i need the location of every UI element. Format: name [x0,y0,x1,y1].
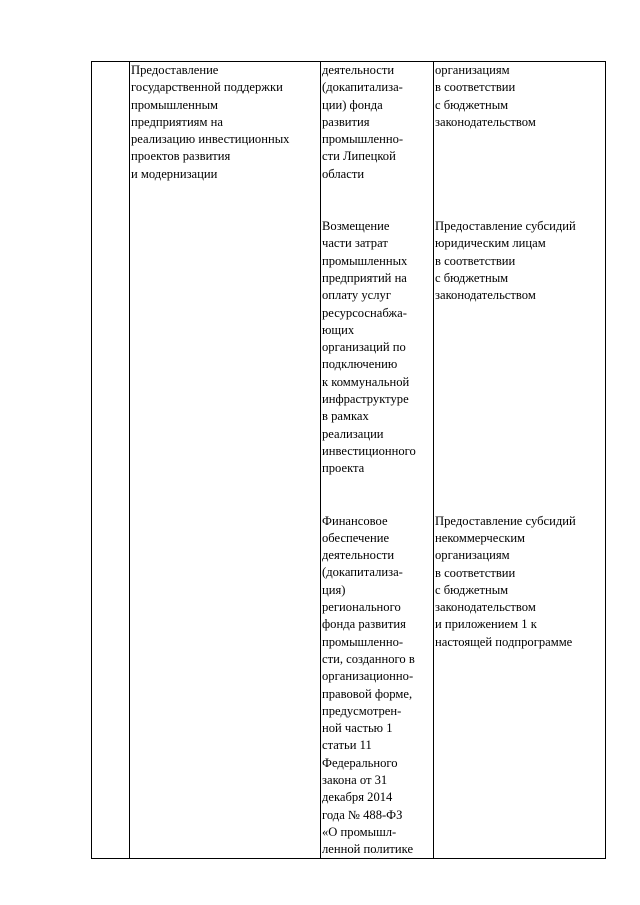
task-line: промышленным [131,97,219,112]
measure-line: развития [322,114,370,129]
support-line: законодательством [435,600,536,615]
measure-line: ной частью 1 [322,721,393,736]
measures-table [91,61,606,859]
measure-line: подключению [322,357,398,372]
support-line: в соответствии [435,565,516,580]
measure-item [322,62,433,183]
measure-line: сти Липецкой [322,149,396,164]
spacer [322,478,433,513]
table-row [92,62,606,859]
task-line: проектов развития [131,149,231,164]
support-line: с бюджетным [435,97,509,112]
measure-line: деятельности [322,548,395,563]
measure-line: (докапитализа- [322,80,403,95]
support-line: организациям [435,548,510,563]
task-cell [130,62,321,859]
measure-line: фонда развития [322,617,406,632]
measure-line: ющих [322,322,355,337]
support-form-item [435,513,605,651]
measure-item [322,218,433,477]
measure-line: инвестиционного [322,443,416,458]
measure-line: части затрат [322,236,388,251]
measure-line: ция) [322,582,346,597]
row-number-cell [92,62,130,859]
measure-line: предприятий на [322,270,407,285]
measure-line: закона от 31 [322,772,388,787]
measure-line: Федерального [322,755,398,770]
support-line: в соответствии [435,253,516,268]
measure-line: Финансовое [322,513,388,528]
support-line: юридическим лицам [435,236,546,251]
support-line: в соответствии [435,80,516,95]
measure-line: ресурсоснабжа- [322,305,407,320]
support-form-item [435,218,605,304]
measure-line: «О промышл- [322,824,397,839]
measure-line: регионального [322,600,401,615]
measure-line: ленной политике [322,842,414,857]
task-line: и модернизации [131,166,218,181]
task-line: Предоставление [131,63,219,77]
support-line: с бюджетным [435,271,509,286]
support-line: некоммерческим [435,530,526,545]
support-line: законодательством [435,114,536,129]
measure-line: правовой форме, [322,686,413,701]
task-text [131,62,320,183]
measure-line: области [322,166,365,181]
measure-line: организационно- [322,669,414,684]
measure-line: к коммунальной [322,374,410,389]
measure-line: декабря 2014 [322,790,393,805]
support-line: Предоставление субсидий [435,219,576,234]
support-line: настоящей подпрограмме [435,634,573,649]
task-line: реализацию инвестиционных [131,132,290,147]
support-line: законодательством [435,288,536,303]
measure-line: оплату услуг [322,288,392,303]
support-form-item [435,62,605,131]
measure-line: обеспечение [322,530,390,545]
support-line: организациям [435,63,510,77]
support-line: и приложением 1 к [435,617,537,632]
measure-line: организаций по [322,340,406,355]
measure-line: в рамках [322,409,369,424]
measures-cell [321,62,434,859]
measure-line: статьи 11 [322,738,372,753]
task-line: государственной поддержки [131,80,283,95]
measure-line: ции) фонда [322,97,383,112]
measure-line: проекта [322,461,365,476]
support-form-cell [434,62,606,859]
measure-line: Возмещение [322,219,390,234]
spacer [322,183,433,218]
measure-line: промышленных [322,253,408,268]
measure-line: реализации [322,426,384,441]
spacer [435,305,605,513]
measure-line: деятельности [322,63,395,77]
measure-line: сти, созданного в [322,651,415,666]
task-line: предприятиям на [131,114,223,129]
measure-line: промышленно- [322,634,404,649]
spacer [435,131,605,218]
support-line: Предоставление субсидий [435,513,576,528]
support-line: с бюджетным [435,582,509,597]
measure-line: инфраструктуре [322,392,409,407]
measure-line: года № 488-ФЗ [322,807,403,822]
measure-item [322,513,433,859]
measure-line: промышленно- [322,132,404,147]
measure-line: (докапитализа- [322,565,403,580]
measure-line: предусмотрен- [322,703,402,718]
